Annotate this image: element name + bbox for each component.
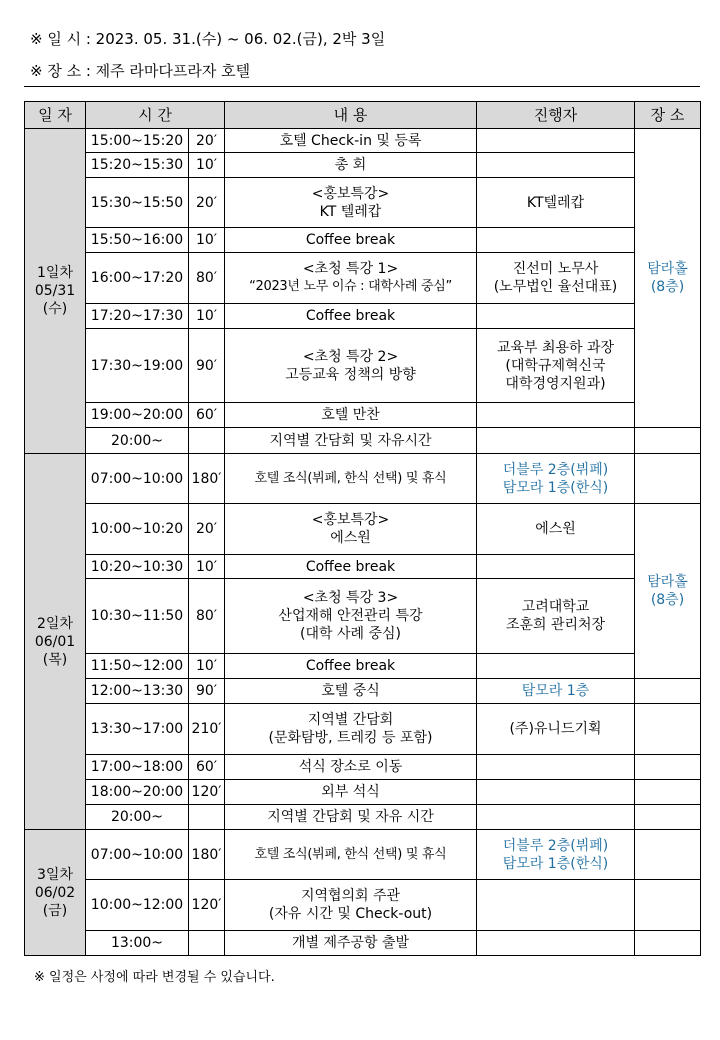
duration-cell: 60′	[189, 403, 225, 428]
duration-cell	[189, 931, 225, 956]
time-cell: 10:00~10:20	[86, 504, 189, 555]
table-row	[25, 504, 701, 555]
content-cell: <초청 특강 1> “2023년 노무 이슈 : 대학사례 중심”	[225, 253, 477, 304]
presenter-cell	[477, 153, 635, 178]
schedule-table	[24, 101, 701, 956]
time-cell: 10:30~11:50	[86, 579, 189, 654]
content-cell: Coffee break	[225, 555, 477, 579]
header-venue: 장 소	[635, 102, 701, 129]
event-place: ※ 장 소 : 제주 라마다프라자 호텔	[30, 62, 251, 80]
duration-cell: 90′	[189, 679, 225, 704]
content-cell: 지역협의회 주관 (자유 시간 및 Check-out)	[225, 880, 477, 931]
table-row	[25, 579, 701, 654]
content-cell: 호텔 조식(뷔페, 한식 선택) 및 휴식	[225, 830, 477, 880]
venue-cell-empty	[635, 704, 701, 755]
day-cell-1: 1일차 05/31 (수)	[25, 129, 86, 454]
content-cell: 개별 제주공항 출발	[225, 931, 477, 956]
venue-cell-empty	[635, 780, 701, 805]
duration-cell: 80′	[189, 579, 225, 654]
content-cell: 호텔 만찬	[225, 403, 477, 428]
venue-cell-2: 탐라홀 (8층)	[635, 504, 701, 679]
table-row	[25, 129, 701, 153]
content-cell: <초청 특강 2> 고등교육 정책의 방향	[225, 329, 477, 403]
table-row	[25, 428, 701, 454]
time-cell: 13:30~17:00	[86, 704, 189, 755]
duration-cell: 10′	[189, 654, 225, 679]
time-cell: 17:20~17:30	[86, 304, 189, 329]
presenter-cell: 교육부 최용하 과장 (대학규제혁신국 대학경영지원과)	[477, 329, 635, 403]
content-cell: 지역별 간담회 및 자유시간	[225, 428, 477, 454]
time-cell: 15:00~15:20	[86, 129, 189, 153]
table-row	[25, 304, 701, 329]
header-time: 시 간	[86, 102, 225, 129]
duration-cell: 80′	[189, 253, 225, 304]
presenter-cell	[477, 780, 635, 805]
presenter-cell: 진선미 노무사 (노무법인 율선대표)	[477, 253, 635, 304]
duration-cell: 60′	[189, 755, 225, 780]
table-header-row	[25, 102, 701, 129]
content-cell: 외부 석식	[225, 780, 477, 805]
header-day: 일 자	[25, 102, 86, 129]
table-row	[25, 228, 701, 253]
table-row	[25, 805, 701, 830]
table-row	[25, 780, 701, 805]
duration-cell: 20′	[189, 178, 225, 228]
table-row	[25, 830, 701, 880]
table-row	[25, 880, 701, 931]
venue-cell-empty	[635, 931, 701, 956]
table-row	[25, 755, 701, 780]
footnote: ※ 일정은 사정에 따라 변경될 수 있습니다.	[34, 970, 275, 985]
presenter-cell	[477, 428, 635, 454]
presenter-cell: 고려대학교 조훈희 관리처장	[477, 579, 635, 654]
venue-cell-empty	[635, 880, 701, 931]
time-cell: 15:20~15:30	[86, 153, 189, 178]
content-cell: Coffee break	[225, 654, 477, 679]
time-cell: 13:00~	[86, 931, 189, 956]
table-row	[25, 555, 701, 579]
table-row	[25, 931, 701, 956]
content-cell: <홍보특강> 에스원	[225, 504, 477, 555]
duration-cell: 120′	[189, 880, 225, 931]
presenter-cell: (주)유니드기획	[477, 704, 635, 755]
duration-cell	[189, 428, 225, 454]
table-row	[25, 178, 701, 228]
time-cell: 17:00~18:00	[86, 755, 189, 780]
duration-cell: 210′	[189, 704, 225, 755]
venue-cell-empty	[635, 830, 701, 880]
presenter-cell	[477, 805, 635, 830]
content-cell: 지역별 간담회 및 자유 시간	[225, 805, 477, 830]
content-cell: 총 회	[225, 153, 477, 178]
content-cell: Coffee break	[225, 304, 477, 329]
presenter-cell	[477, 129, 635, 153]
duration-cell: 10′	[189, 228, 225, 253]
table-row	[25, 153, 701, 178]
header-divider	[24, 86, 700, 87]
content-cell: Coffee break	[225, 228, 477, 253]
time-cell: 07:00~10:00	[86, 454, 189, 504]
presenter-cell	[477, 228, 635, 253]
table-row	[25, 403, 701, 428]
presenter-cell: 더블루 2층(뷔페) 탐모라 1층(한식)	[477, 454, 635, 504]
header-presenter: 진행자	[477, 102, 635, 129]
venue-cell-empty	[635, 454, 701, 504]
presenter-cell	[477, 931, 635, 956]
venue-cell-1: 탐라홀 (8층)	[635, 129, 701, 428]
duration-cell: 90′	[189, 329, 225, 403]
duration-cell: 10′	[189, 555, 225, 579]
table-row	[25, 654, 701, 679]
presenter-cell: 탐모라 1층	[477, 679, 635, 704]
table-row	[25, 679, 701, 704]
day-cell-2: 2일차 06/01 (목)	[25, 454, 86, 830]
table-row	[25, 329, 701, 403]
venue-cell-empty	[635, 755, 701, 780]
presenter-cell	[477, 555, 635, 579]
time-cell: 15:30~15:50	[86, 178, 189, 228]
content-cell: <홍보특강> KT 텔레캅	[225, 178, 477, 228]
time-cell: 16:00~17:20	[86, 253, 189, 304]
presenter-cell	[477, 880, 635, 931]
duration-cell: 20′	[189, 129, 225, 153]
table-row	[25, 253, 701, 304]
time-cell: 10:00~12:00	[86, 880, 189, 931]
duration-cell: 10′	[189, 153, 225, 178]
venue-cell-empty	[635, 428, 701, 454]
duration-cell: 120′	[189, 780, 225, 805]
time-cell: 17:30~19:00	[86, 329, 189, 403]
presenter-cell: 더블루 2층(뷔페) 탐모라 1층(한식)	[477, 830, 635, 880]
content-cell: 석식 장소로 이동	[225, 755, 477, 780]
presenter-cell	[477, 304, 635, 329]
duration-cell: 20′	[189, 504, 225, 555]
content-cell: 호텔 중식	[225, 679, 477, 704]
venue-cell-empty	[635, 805, 701, 830]
content-cell: <초청 특강 3> 산업재해 안전관리 특강 (대학 사례 중심)	[225, 579, 477, 654]
time-cell: 11:50~12:00	[86, 654, 189, 679]
presenter-cell	[477, 654, 635, 679]
presenter-cell	[477, 403, 635, 428]
time-cell: 15:50~16:00	[86, 228, 189, 253]
duration-cell: 180′	[189, 454, 225, 504]
day-cell-3: 3일차 06/02 (금)	[25, 830, 86, 956]
venue-cell-empty	[635, 679, 701, 704]
event-date: ※ 일 시 : 2023. 05. 31.(수) ~ 06. 02.(금), 2박 3일	[30, 30, 386, 48]
duration-cell	[189, 805, 225, 830]
time-cell: 10:20~10:30	[86, 555, 189, 579]
presenter-cell: 에스원	[477, 504, 635, 555]
time-cell: 19:00~20:00	[86, 403, 189, 428]
content-cell: 지역별 간담회 (문화탐방, 트레킹 등 포함)	[225, 704, 477, 755]
table-row	[25, 704, 701, 755]
time-cell: 12:00~13:30	[86, 679, 189, 704]
time-cell: 20:00~	[86, 428, 189, 454]
duration-cell: 10′	[189, 304, 225, 329]
presenter-cell: KT텔레캅	[477, 178, 635, 228]
time-cell: 20:00~	[86, 805, 189, 830]
content-cell: 호텔 조식(뷔페, 한식 선택) 및 휴식	[225, 454, 477, 504]
content-cell: 호텔 Check-in 및 등록	[225, 129, 477, 153]
time-cell: 07:00~10:00	[86, 830, 189, 880]
presenter-cell	[477, 755, 635, 780]
table-row	[25, 454, 701, 504]
duration-cell: 180′	[189, 830, 225, 880]
time-cell: 18:00~20:00	[86, 780, 189, 805]
header-content: 내 용	[225, 102, 477, 129]
